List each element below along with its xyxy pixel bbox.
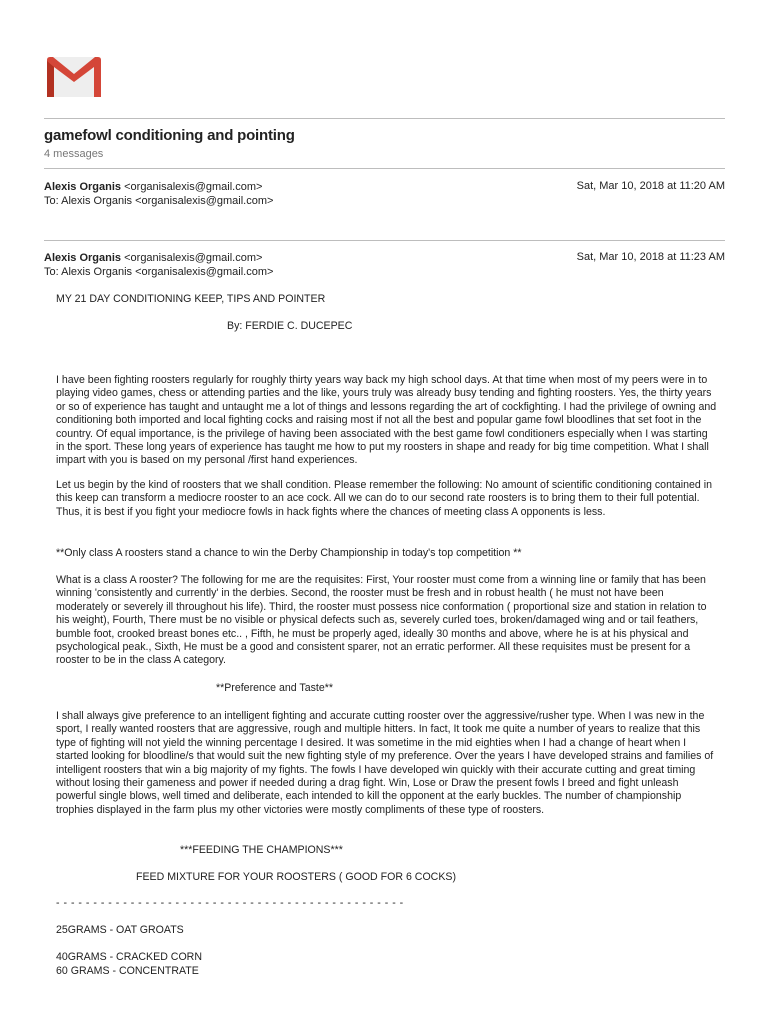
list-item: 25GRAMS - OAT GROATS <box>56 924 184 936</box>
message-date: Sat, Mar 10, 2018 at 11:20 AM <box>576 180 725 192</box>
message-header[interactable] <box>44 180 273 208</box>
message-count: 4 messages <box>44 148 104 160</box>
list-item: 60 GRAMS - CONCENTRATE <box>56 965 199 977</box>
sender-name: Alexis Organis <box>44 181 122 193</box>
section-heading: **Preference and Taste** <box>216 682 334 694</box>
sender-name: Alexis Organis <box>44 252 122 264</box>
recipient-line: To: Alexis Organis <organisalexis@gmail.com> <box>44 266 274 278</box>
paragraph: **Only class A roosters stand a chance to win the Derby Championship in today's top competition ** <box>56 547 522 559</box>
list-item: 40GRAMS - CRACKED CORN <box>56 951 202 963</box>
message-header[interactable] <box>44 251 273 279</box>
paragraph: Let us begin by the kind of roosters that we shall condition. Please remember the following: No amount of scientific conditioning contained in this keep can transform a mediocre rooster to an ace cock. All we can do to our second rate roosters is to bring them to their full potential. Thus, it is best if you fight your mediocre fowls in hack fights where the chances of meeting class A opponents is less. <box>56 479 713 518</box>
section-heading: ***FEEDING THE CHAMPIONS*** <box>180 844 343 856</box>
divider <box>44 240 725 241</box>
section-heading: FEED MIXTURE FOR YOUR ROOSTERS ( GOOD FOR 6 COCKS) <box>136 871 456 883</box>
divider <box>44 118 725 119</box>
message-date: Sat, Mar 10, 2018 at 11:23 AM <box>576 251 725 263</box>
thread-subject: gamefowl conditioning and pointing <box>44 127 295 144</box>
sender-email: <organisalexis@gmail.com> <box>124 252 263 264</box>
recipient-line: To: Alexis Organis <organisalexis@gmail.com> <box>44 195 274 207</box>
body-byline: By: FERDIE C. DUCEPEC <box>227 320 353 332</box>
paragraph: What is a class A rooster? The following for me are the requisites: First, Your rooster must come from a winning line or family that has been winning 'consistently and currently' in the derbies. Second, the rooster must be fresh and in robust health ( he must not have been moderately or severely ill throughout his life). Third, the rooster must possess nice conformation ( proportional size and station in relation to his weight), Fourth, There must be no visible or physical defects such as, severely curled toes, broken/damaged wing and or tail feathers, bumble foot, crooked breast bones etc.. , Fifth, he must be properly aged, ideally 30 months and above, where he is at his physical and psychological peak., Sixth, He must be a good and consistent sparer, not an erratic performer. All these requisites must be present for a rooster to be in the class A category. <box>56 574 707 667</box>
gmail-logo-icon <box>45 55 103 99</box>
paragraph: I shall always give preference to an intelligent fighting and accurate cutting rooster over the aggressive/rusher type. When I was new in the sport, I really wanted roosters that are aggressive, rough and multiple hitters. In fact, It took me quite a number of years to realize that this type of fighting will not yield the winning percentage I desired. It was sometime in the mid eighties when I had a change of heart when I started looking for bloodline/s that would suit the new fighting style of my preference. Over the years I have developed strains and families of intelligent roosters that win a big majority of my fights. The fowls I have developed win quickly with their accurate cutting and great timing without losing their gameness and power if needed during a drag fight. Win, Lose or Draw the present fowls I breed and fight unleash powerful single blows, well timed and deliberate, each intended to kill the opponent at the early buckles. The number of championship trophies displayed in the farm plus my other victories were mostly compliments of these type of roosters. <box>56 710 714 816</box>
body-title: MY 21 DAY CONDITIONING KEEP, TIPS AND POINTER <box>56 293 326 305</box>
paragraph: I have been fighting roosters regularly for roughly thirty years way back my high school days. At that time when most of my peers were in to playing video games, chess or attending parties and the like, yours truly was already busy tending and fighting roosters. Yes, the thirty years or so of experience has taught and untaught me a lot of things and lessons regarding the art of cockfighting. I had the privilege of owning and conditioning both imported and local fighting cocks and raising most if not all the best and popular game fowl bloodlines that set foot in the country. Of equal importance, is the privilege of having been associated with the best game fowl conditioners especially when I was starting in the sport. These long years of experience has taught me how to put my roosters in shape and ready for big time competition. What I shall impart with you is based on my personal /first hand experiences. <box>56 374 717 467</box>
sender-email: <organisalexis@gmail.com> <box>124 181 263 193</box>
divider <box>44 168 725 169</box>
dashed-separator: - - - - - - - - - - - - - - - - - - - - - - - - - - - - - - - - - - - - - - - - - - - - - - - <box>56 897 404 909</box>
